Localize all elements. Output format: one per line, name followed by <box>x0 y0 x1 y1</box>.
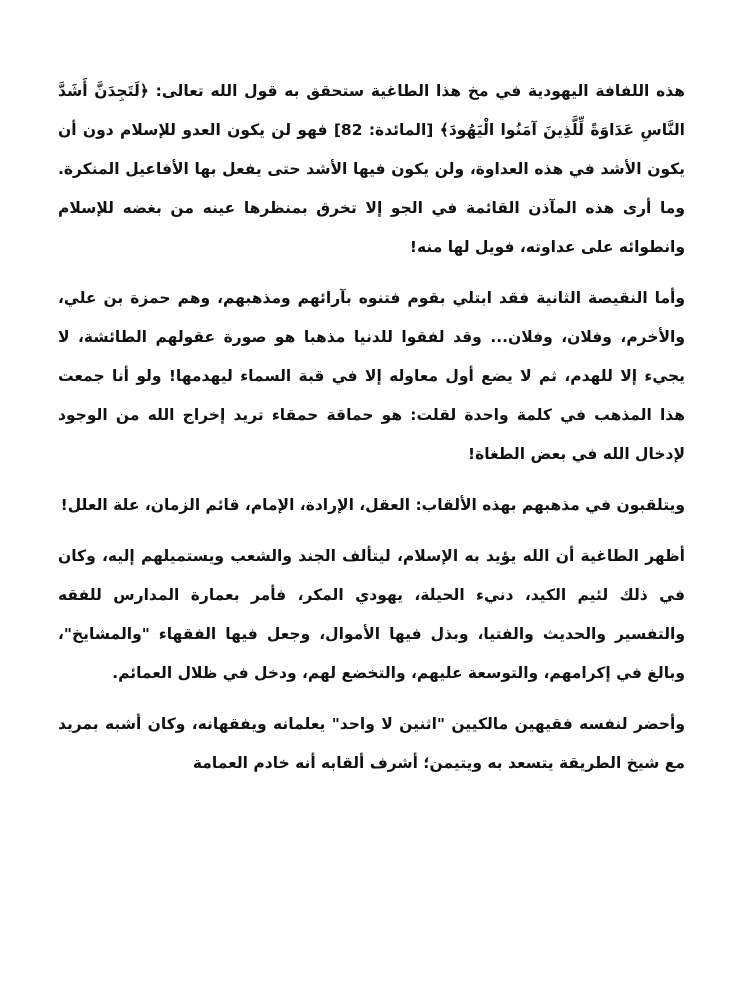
text-column <box>58 72 685 795</box>
paragraph-3: ويتلقبون في مذهبهم بهذه الألقاب: العقل، الإرادة، الإمام، قائم الزمان، علة العلل! <box>60 496 685 514</box>
paragraph-2: وأما النقيصة الثانية فقد ابتلي بقوم فتنوه بآرائهم ومذهبهم، وهم حمزة بن علي، والأخرم، وفلان، وفلان... وقد لفقوا للدنيا مذهبا هو صورة عقولهم الطائشة، لا يجيء إلا للهدم، ثم لا يضع أول معاوله إلا في قبة السماء ليهدمها! ولو أنا جمعت هذا المذهب في كلمة واحدة لقلت: هو حماقة حمقاء تريد إخراج الله من الوجود لإدخال الله في بعض الطغاة! <box>58 289 685 463</box>
paragraph-1: هذه اللفافة اليهودية في مخ هذا الطاغية ستحقق به قول الله تعالى: ﴿لَتَجِدَنَّ أَشَدَّ النَّاسِ عَدَاوَةً لِّلَّذِينَ آمَنُوا الْيَهُودَ﴾ [المائدة: 82] فهو لن يكون العدو للإسلام دون أن يكون الأشد في هذه العداوة، ولن يكون فيها الأشد حتى يفعل بها الأفاعيل المنكرة. وما أرى هذه المآذن القائمة في الجو إلا تخرق بمنظرها عينه من بغضه للإسلام وانطوائه على عداوته، فويل لها منه! <box>58 82 685 256</box>
paragraph-5: وأحضر لنفسه فقيهين مالكيين "اثنين لا واحد" يعلمانه ويفقهانه، وكان أشبه بمريد مع شيخ الطريقة يتسعد به ويتيمن؛ أشرف ألقابه أنه خادم العمامة <box>58 715 685 772</box>
paragraph-4: أظهر الطاغية أن الله يؤيد به الإسلام، ليتألف الجند والشعب ويستميلهم إليه، وكان في ذلك لئيم الكيد، دنيء الحيلة، يهودي المكر، فأمر بعمارة المدارس للفقه والتفسير والحديث والفتيا، وبذل فيها الأموال، وجعل فيها الفقهاء "والمشايخ"، وبالغ في إكرامهم، والتوسعة عليهم، والتخضع لهم، ودخل في ظلال العمائم. <box>58 547 685 682</box>
